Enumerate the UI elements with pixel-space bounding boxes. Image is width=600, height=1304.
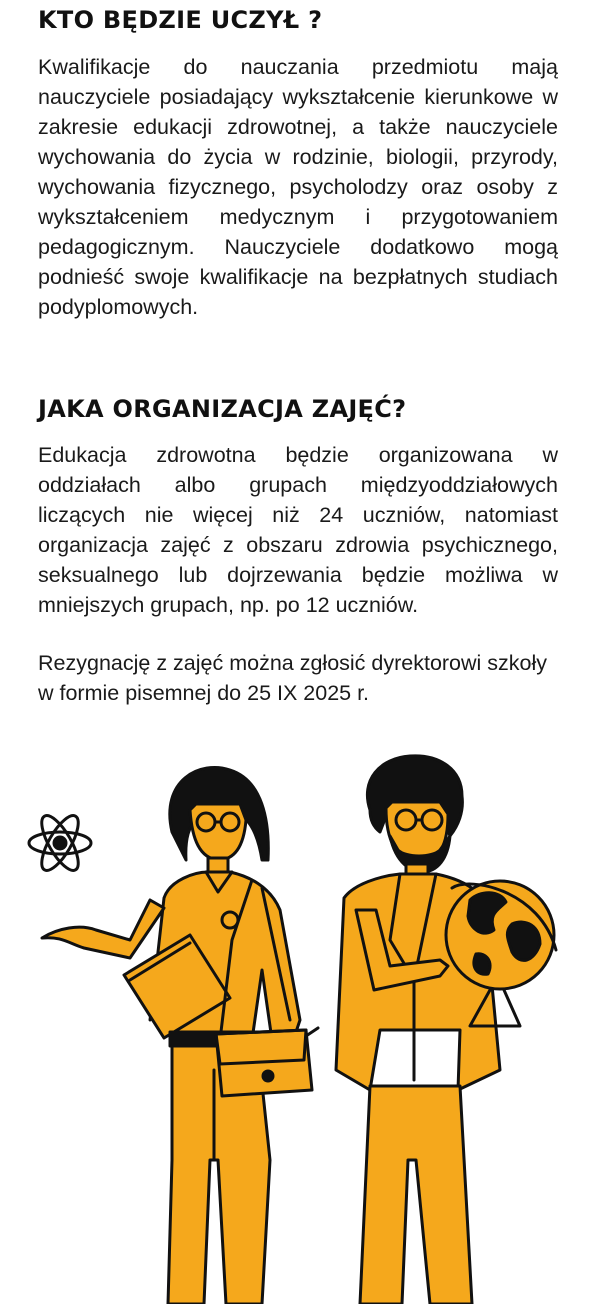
paragraph-qualifications: Kwalifikacje do nauczania przedmiotu mają nauczyciele posiadający wykształcenie kierunkowe w zakresie edukacji zdrowotnej, a także nauczyciele wychowania do życia w rodzinie, biologii, przyrody, wychowania fizycznego, psycholodzy oraz osoby z wykształceniem medycznym i przygotowaniem pedagogicznym. Nauczyciele dodatkowo mogą podnieść swoje kwalifikacje na bezpłatnych studiach podyplomowych.: [38, 55, 558, 319]
globe-icon: [446, 881, 556, 989]
paragraph-resignation: Rezygnację z zajęć można zgłosić dyrektorowi szkoły w formie pisemnej do 25 IX 2025 r.: [38, 651, 548, 705]
paragraph-group-organization: Edukacja zdrowotna będzie organizowana w oddziałach albo grupach międzyoddziałowych liczących nie więcej niż 24 uczniów, natomiast organizacja zajęć z obszaru zdrowia psychicznego, seksualnego lub dojrzewania będzie możliwa w mniejszych grupach, np. po 12 uczniów.: [38, 443, 558, 617]
atom-icon: [29, 811, 91, 876]
section-heading-who-teaches: KTO BĘDZIE UCZYŁ ?: [38, 6, 323, 34]
teachers-illustration: [0, 740, 600, 1304]
teacher-man-figure: [336, 756, 556, 1304]
section-heading-organization: JAKA ORGANIZACJA ZAJĘĆ?: [38, 395, 407, 423]
teacher-woman-figure: [42, 768, 318, 1304]
